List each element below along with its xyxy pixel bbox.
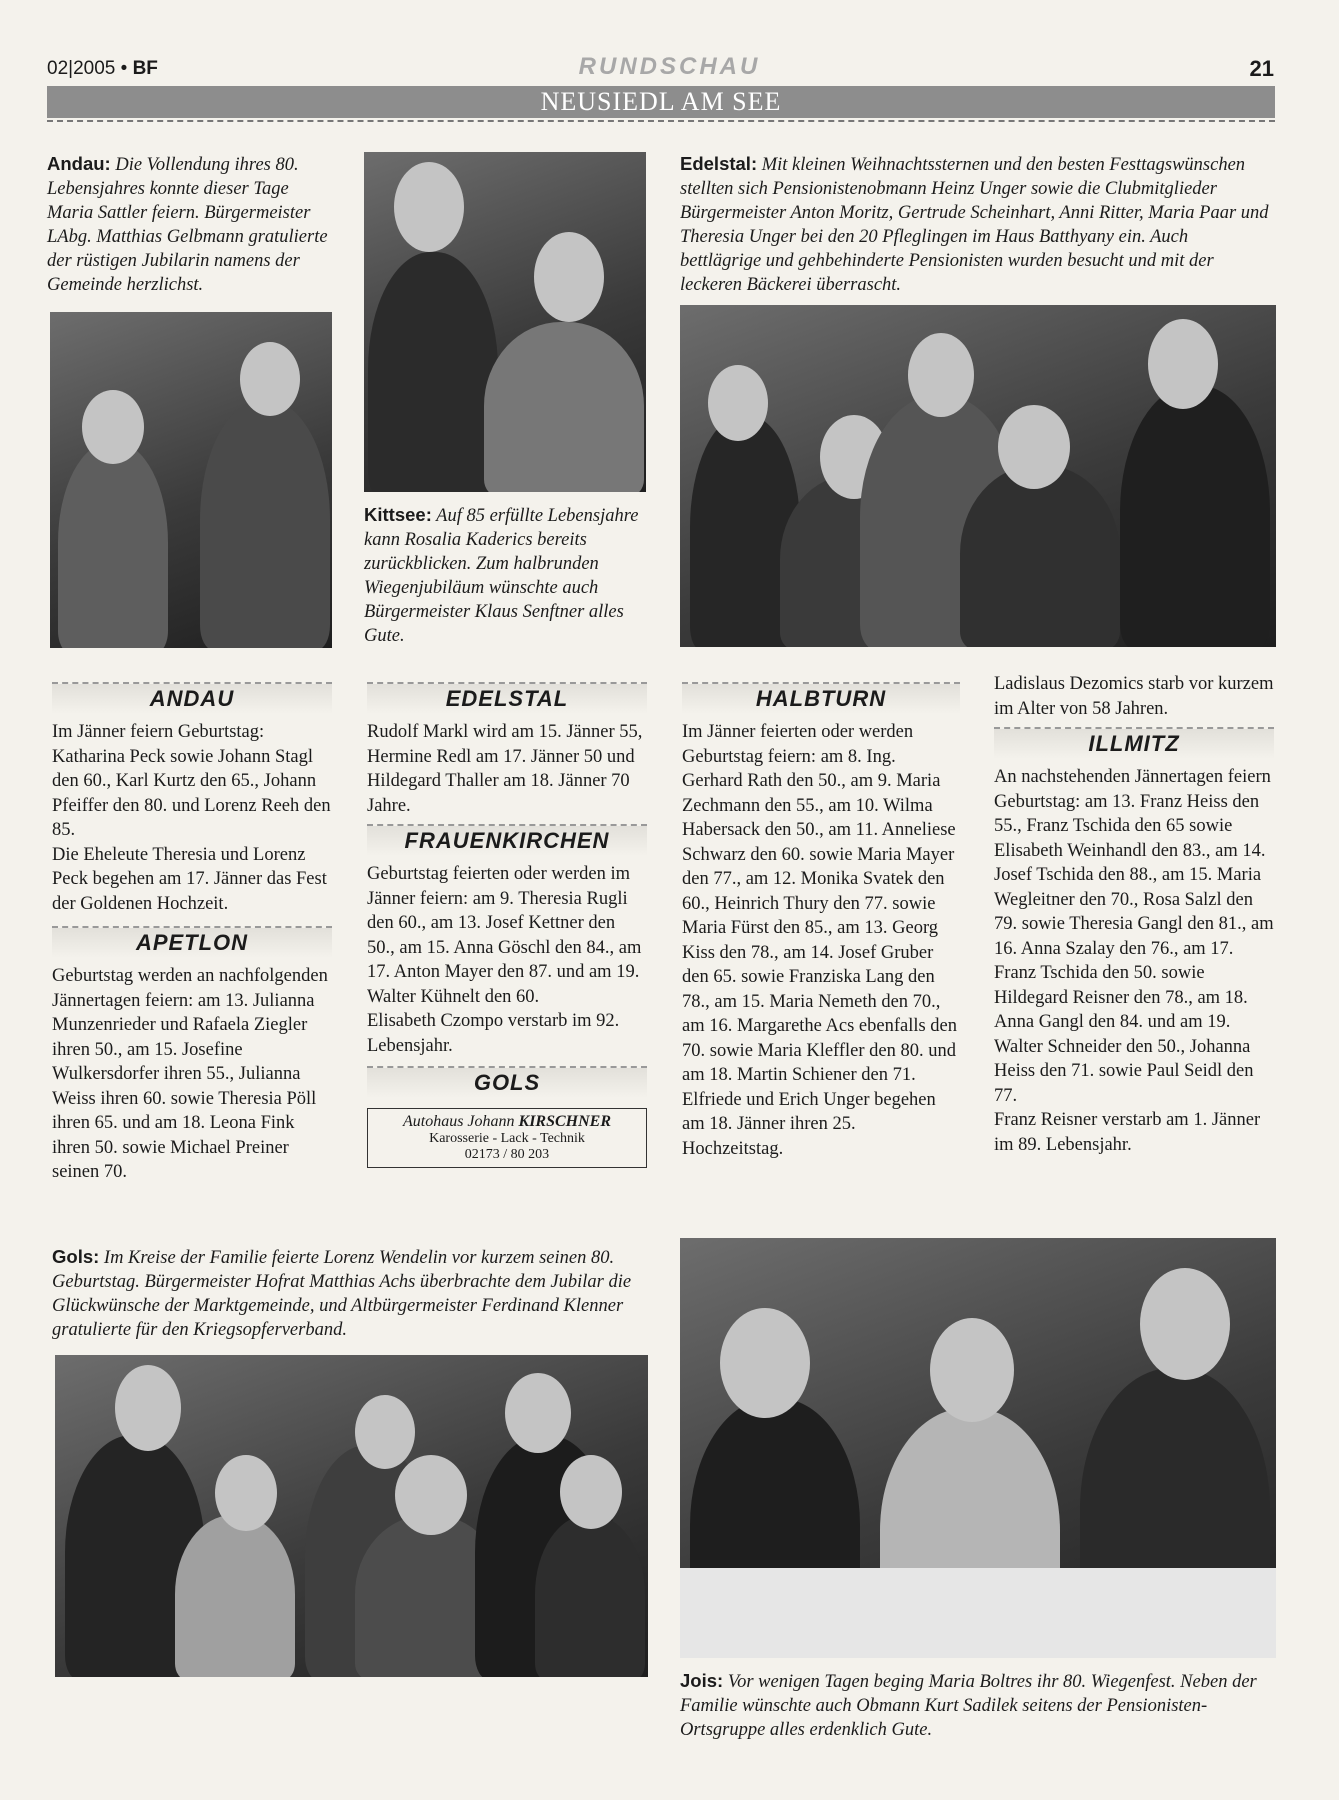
photo-figure [960,465,1120,647]
andau-caption-text: Die Vollendung ihres 80. Lebensjahres konnte dieser Tage Maria Sattler feiern. Bürgermeister LAbg. Matthias Gelbmann gratulierte der rüstigen Jubilarin namens der Gemeinde herzlichst. [47,155,328,295]
ad-phone: 02173 / 80 203 [464,1147,550,1162]
photo-figure [484,322,644,492]
column-2 [367,676,647,1168]
photo-face [394,162,464,252]
photo-face [908,333,974,417]
advertisement [367,1108,647,1168]
header-bullet: • [120,58,128,79]
ad-prefix: Autohaus Johann [402,1113,515,1130]
region-title: NEUSIEDL AM SEE [540,87,782,116]
region-banner [47,86,1275,118]
gols-photo [55,1355,648,1677]
frauenkirchen-obituary: Elisabeth Czompo verstarb im 92. Lebensjahr. [367,1011,620,1056]
kittsee-caption-lead: Kittsee: [364,504,432,525]
photo-face [534,232,604,322]
kittsee-caption-text: Auf 85 erfüllte Lebensjahre kann Rosalia Kaderics bereits zurückblicken. Zum halbrunden Wiegenjubiläum wünschte auch Bürgermeister Klaus Senftner alles Gute. [364,506,639,646]
halbturn-obituary: Ladislaus Dezomics starb vor kurzem im Alter von 58 Jahren. [994,674,1274,719]
page-number: 21 [1249,56,1274,81]
halbturn-birthdays: Im Jänner feierten oder werden Geburtstag feiern: am 8. Ing. Gerhard Rath den 50., am 9. Maria Zechmann den 55., am 10. Wilma Habersack den 50., am 11. Anneliese Schwarz den 60. sowie Maria Mayer den 77., am 12. Monika Svatek den 60., Heinrich Thury den 77. sowie Maria Fürst den 85., am 13. Georg Kiss den 78., am 14. Josef Gruber den 65. sowie Franziska Lang den 78., am 15. Maria Nemeth den 70., am 16. Margarethe Acs ebenfalls den 70. sowie Maria Kleffler den 80. und am 18. Martin Schiener den 71. [682,722,958,1085]
ad-company: KIRSCHNER [518,1113,612,1130]
ad-services: Karosserie - Lack - Technik [429,1131,585,1146]
illmitz-birthdays: An nachstehenden Jännertagen feiern Geburtstag: am 13. Franz Heiss den 55., Franz Tschida den 65 sowie Elisabeth Weinhandl den 83., am 14. Josef Tschida den 88., am 15. Maria Wegleitner den 70., Rosa Salzl den 79. sowie Theresia Gangl den 81., am 16. Anna Szalay den 76., am 17. Franz Tschida den 50. sowie Hildegard Reisner den 78., am 18. Anna Gangl den 84. und am 19. Walter Schneider den 50., Johanna Heiss den 71. sowie Paul Seidl den 77. [994,767,1274,1106]
photo-face [395,1455,467,1535]
frauenkirchen-birthdays: Geburtstag feierten oder werden im Jänner feiern: am 9. Theresia Rugli den 60., am 13. Josef Kettner den 50., am 15. Anna Göschl den 84., am 17. Anton Mayer den 87. und am 19. Walter Kühnelt den 60. [367,864,642,1007]
andau-caption [47,152,329,297]
column-3 [682,676,960,1161]
jois-caption-text: Vor wenigen Tagen beging Maria Boltres ihr 80. Wiegenfest. Neben der Familie wünschte auch Obmann Kurt Sadilek seitens der Pensionisten-Ortsgruppe alles erdenklich Gute. [680,1672,1257,1740]
halbturn-anniversary: Elfriede und Erich Unger begehen am 18. Jänner ihren 25. Hochzeitstag. [682,1089,936,1159]
photo-face [1148,319,1218,409]
gols-caption-text: Im Kreise der Familie feierte Lorenz Wendelin vor kurzem seinen 80. Geburtstag. Bürgermeister Hofrat Matthias Achs überbrachte dem Jubilar die Glückwünsche der Marktgemeinde, und Altbürgermeister Ferdinand Klenner gratulierte für den Kriegsopferverband. [52,1248,632,1340]
photo-face [355,1395,415,1469]
section-frauenkirchen-title: FRAUENKIRCHEN [367,824,647,856]
kittsee-photo [364,152,646,492]
edelstal-photo [680,305,1276,647]
edelstal-caption-text: Mit kleinen Weihnachtssternen und den besten Festtagswünschen stellten sich Pensionistenobmann Heinz Unger sowie die Clubmitglieder Bürgermeister Anton Moritz, Gertrude Scheinhart, Anni Ritter, Maria Paar und Theresia Unger bei den 20 Pfleglingen im Haus Batthyany ein. Auch bettlägrige und gehbehinderte Pensionisten wurden besucht und mit der leckeren Bäckerei überrascht. [680,155,1269,295]
section-illmitz-title: ILLMITZ [994,727,1274,759]
photo-figure [200,400,330,648]
photo-face [708,365,768,441]
photo-figure [535,1515,645,1677]
ad-line-1 [368,1113,646,1131]
section-edelstal-title: EDELSTAL [367,682,647,714]
section-halbturn-title: HALBTURN [682,682,960,714]
illmitz-obituary: Franz Reisner verstarb am 1. Jänner im 89. Lebensjahr. [994,1110,1261,1155]
apetlon-birthdays: Geburtstag werden an nachfolgenden Jännertagen feiern: am 13. Julianna Munzenrieder und Rafaela Ziegler ihren 50., am 15. Josefine Wulkersdorfer ihren 55., Julianna Weiss ihren 60. sowie Theresia Pöll ihren 65. und am 18. Leona Fink ihren 50. sowie Michael Preiner seinen 70. [52,966,328,1182]
section-gols-title: GOLS [367,1066,647,1098]
kittsee-caption [364,503,644,648]
column-4 [994,672,1274,1157]
photo-face [998,405,1070,489]
photo-figure [1120,385,1270,647]
gols-caption [52,1245,648,1342]
edelstal-birthdays: Rudolf Markl wird am 15. Jänner 55, Hermine Redl am 17. Jänner 50 und Hildegard Thaller am 18. Jänner 70 Jahre. [367,722,643,816]
edelstal-caption [680,152,1272,297]
edelstal-caption-lead: Edelstal: [680,153,758,174]
photo-face [82,390,144,464]
andau-wedding: Die Eheleute Theresia und Lorenz Peck begehen am 17. Jänner das Fest der Goldenen Hochzeit. [52,844,327,914]
column-1 [52,676,332,1185]
photo-face [930,1318,1014,1422]
photo-figure [368,252,498,492]
andau-birthdays: Im Jänner feiern Geburtstag: Katharina Peck sowie Johann Stagl den 60., Karl Kurtz den 65., Johann Pfeiffer den 80. und Lorenz Reeh den 85. [52,722,331,840]
section-apetlon-title: APETLON [52,926,332,958]
jois-caption [680,1669,1274,1742]
header-divider [47,120,1275,122]
andau-caption-lead: Andau: [47,153,111,174]
photo-table [680,1568,1276,1658]
photo-figure [58,442,168,648]
photo-figure [175,1515,295,1677]
photo-face [115,1365,181,1451]
jois-photo [680,1238,1276,1658]
jois-caption-lead: Jois: [680,1670,724,1691]
photo-face [560,1455,622,1529]
issue-number: 02|2005 [47,58,116,79]
gols-caption-lead: Gols: [52,1246,100,1267]
brand-label: BF [132,58,158,79]
photo-face [215,1455,277,1531]
photo-face [1140,1268,1230,1380]
magazine-title: RUNDSCHAU [578,53,761,80]
photo-face [240,342,300,416]
photo-face [720,1308,810,1418]
photo-face [505,1373,571,1453]
andau-photo [50,312,332,648]
section-andau-title: ANDAU [52,682,332,714]
